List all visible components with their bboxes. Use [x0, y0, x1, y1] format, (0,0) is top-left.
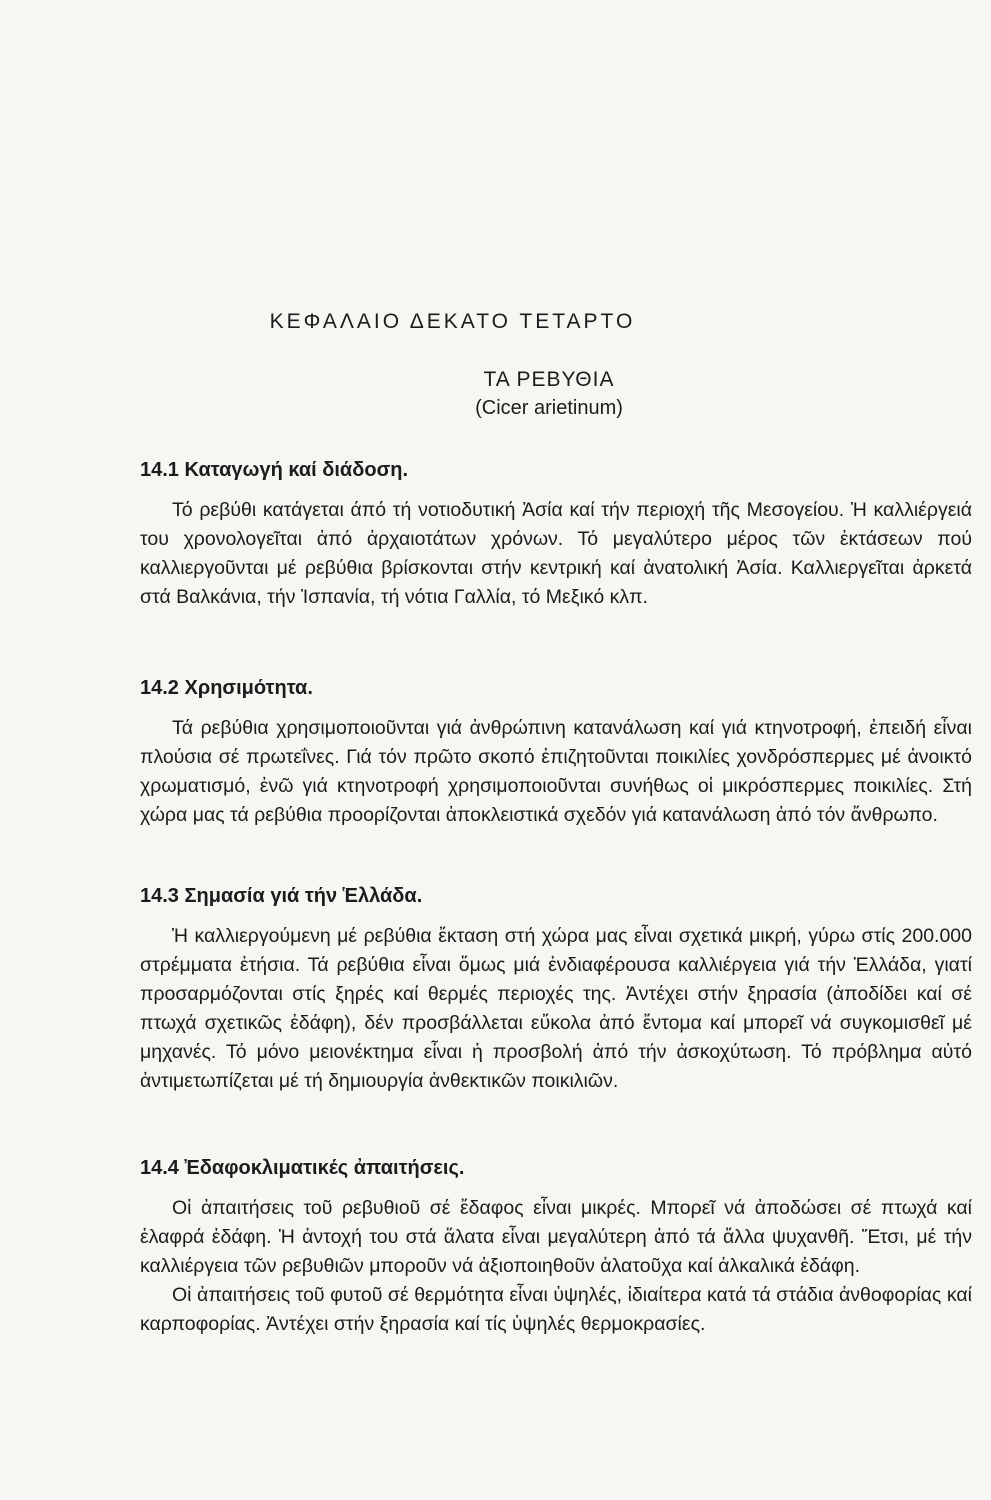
section-paragraph: Τά ρεβύθια χρησιμοποιοῦνται γιά ἀνθρώπινη κατανάλωση καί γιά κτηνοτροφή, ἐπειδή εἶναι πλούσια σέ πρωτεΐνες. Γιά τόν πρῶτο σκοπό ἐπιζητοῦνται ποικιλίες χονδρόσπερμες μέ ἀνοικτό χρωματισμό, ἐνῶ γιά κτηνοτροφή χρησιμοποιοῦνται συνήθως οἱ μικρόσπερμες ποικιλίες. Στή χώρα μας τά ρεβύθια προορίζονται ἀποκλειστικά σχεδόν γιά κατανάλωση ἀπό τόν ἄνθρωπο. — [140, 717, 972, 826]
section-paragraph: Ἡ καλλιεργούμενη μέ ρεβύθια ἔκταση στή χώρα μας εἶναι σχετικά μικρή, γύρω στίς 200.000 στρέμματα ἐτήσια. Τά ρεβύθια εἶναι ὅμως μιά ἐνδιαφέρουσα καλλιέργεια γιά τήν Ἑλλάδα, γιατί προσαρμόζονται στίς ξηρές καί θερμές περιοχές της. Ἀντέχει στήν ξηρασία (ἀποδίδει καί σέ πτωχά σχετικῶς ἐδάφη), δέν προσβάλλεται εὔκολα ἀπό ἔντομα καί μπορεῖ νά συγκομισθεῖ μέ μηχανές. Τό μόνο μειονέκτημα εἶναι ἡ προσβολή ἀπό τήν ἀσκοχύτωση. Τό πρόβλημα αὐτό ἀντιμετωπίζεται μέ τή δημιουργία ἀνθεκτικῶν ποικιλιῶν. — [140, 925, 972, 1092]
section-usefulness — [140, 676, 972, 830]
section-paragraph: Οἱ ἀπαιτήσεις τοῦ ρεβυθιοῦ σέ ἔδαφος εἶναι μικρές. Μπορεῖ νά ἀποδώσει σέ πτωχά καί ἐλαφρά ἐδάφη. Ἡ ἀντοχή του στά ἅλατα εἶναι μεγαλύτερη ἀπό τά ἄλλα ψυχανθῆ. Ἔτσι, μέ τήν καλλιέργεια τῶν ρεβυθιῶν μποροῦν νά ἀξιοποιηθοῦν ἁλατοῦχα καί ἀλκαλικά ἐδάφη. — [140, 1197, 972, 1277]
section-heading: 14.2 Χρησιμότητα. — [140, 677, 313, 699]
section-heading: 14.3 Σημασία γιά τήν Ἑλλάδα. — [140, 885, 423, 907]
section-soil-climate — [140, 1156, 972, 1339]
section-paragraph: Οἱ ἀπαιτήσεις τοῦ φυτοῦ σέ θερμότητα εἶναι ὑψηλές, ἰδιαίτερα κατά τά στάδια ἀνθοφορίας καί καρποφορίας. Ἀντέχει στήν ξηρασία καί τίς ὑψηλές θερμοκρασίες. — [140, 1284, 972, 1335]
section-heading: 14.4 Ἐδαφοκλιματικές ἀπαιτήσεις. — [140, 1157, 465, 1179]
chapter-title: ΤΑ ΡΕΒΥΘΙΑ — [483, 368, 615, 391]
section-heading: 14.1 Καταγωγή καί διάδοση. — [140, 459, 409, 481]
section-paragraph: Τό ρεβύθι κατάγεται άπό τή νοτιοδυτική Ἀσία καί τήν περιοχή τῆς Μεσογείου. Ἡ καλλιέργειά του χρονολογεῖται ἀπό ἀρχαιοτάτων χρόνων. Τό μεγαλύτερο μέρος τῶν ἐκτάσεων πού καλλιεργοῦνται μέ ρεβύθια βρίσκονται στήν κεντρική καί ἀνατολική Ἀσία. Καλλιεργεῖται ἀρκετά στά Βαλκάνια, τήν Ἰσπανία, τή νότια Γαλλία, τό Μεξικό κλπ. — [140, 499, 972, 608]
section-origin — [140, 458, 972, 612]
section-importance-greece — [140, 884, 972, 1096]
chapter-label: ΚΕΦΑΛΑΙΟ ΔΕΚΑΤΟ ΤΕΤΑΡΤΟ — [269, 310, 636, 333]
chapter-subtitle: (Cicer arietinum) — [475, 397, 623, 419]
